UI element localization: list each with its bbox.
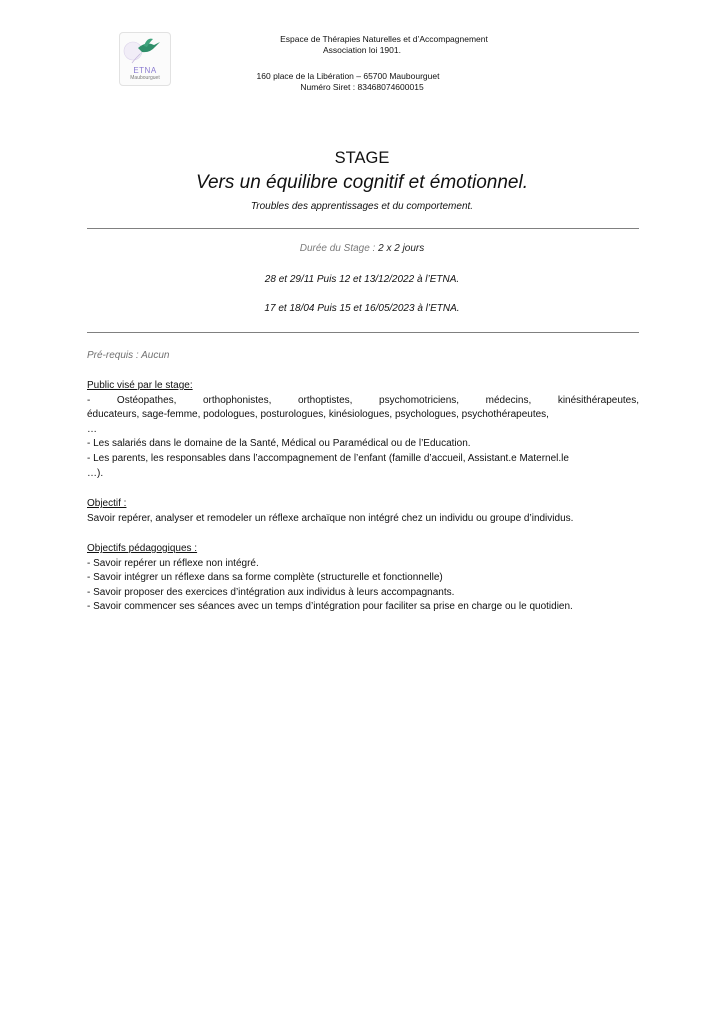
duration: [0, 243, 724, 254]
duration-value: 2 x 2 jours: [378, 243, 425, 254]
siret-number: Numéro Siret : 83468074600015: [300, 82, 424, 92]
list-item: - Savoir repérer un réflexe non intégré.: [87, 557, 259, 569]
association-type: Association loi 1901.: [323, 45, 401, 55]
logo-subtitle: Maubourguet: [130, 75, 160, 81]
list-item: - Savoir intégrer un réflexe dans sa forme complète (structurelle et fonctionnelle): [87, 572, 443, 584]
pedagogical-heading: Objectifs pédagogiques :: [87, 543, 198, 554]
list-item: - Savoir proposer des exercices d’intégration aux individus à leurs accompagnants.: [87, 586, 455, 598]
objective-heading: Objectif :: [87, 498, 127, 509]
page-title: Vers un équilibre cognitif et émotionnel.: [196, 172, 528, 193]
divider-top: [87, 228, 639, 229]
objective-section: [87, 497, 639, 526]
logo-name: ETNA: [133, 66, 157, 75]
address: 160 place de la Libération – 65700 Maubourguet: [256, 71, 440, 81]
audience-line: - Les parents, les responsables dans l’accompagnement de l’enfant (famille d’accueil, Assistant.e Maternel.le: [87, 452, 569, 464]
audience-line: - Ostéopathes, orthophonistes, orthoptistes, psychomotriciens, médecins, kinésithérapeutes,: [87, 394, 639, 406]
org-name: Espace de Thérapies Naturelles et d’Accompagnement: [280, 34, 488, 44]
divider-bottom: [87, 332, 639, 333]
list-item: - Savoir commencer ses séances avec un temps d’intégration pour faciliter sa prise en charge ou le quotidien.: [87, 601, 573, 613]
page-subtitle: Troubles des apprentissages et du comportement.: [250, 201, 474, 212]
audience-line: …).: [87, 467, 104, 479]
pedagogical-objectives-section: [87, 542, 639, 615]
stage-heading: STAGE: [334, 149, 390, 167]
objective-text: Savoir repérer, analyser et remodeler un réflexe archaïque non intégré chez un individu ou groupe d’individus.: [87, 512, 574, 524]
session-dates-2: 17 et 18/04 Puis 15 et 16/05/2023 à l’ETNA.: [264, 303, 460, 314]
audience-line: - Les salariés dans le domaine de la Santé, Médical ou Paramédical ou de l’Education.: [87, 438, 471, 450]
audience-line: …: [87, 423, 97, 435]
prerequisites: Pré-requis : Aucun: [87, 350, 170, 361]
session-dates-1: 28 et 29/11 Puis 12 et 13/12/2022 à l’ETNA.: [264, 274, 460, 285]
target-audience-section: [87, 379, 639, 481]
audience-line: éducateurs, sage-femme, podologues, posturologues, kinésiologues, psychologues, psychothérapeutes,: [87, 409, 549, 421]
duration-label: Durée du Stage :: [299, 243, 376, 254]
target-audience-heading: Public visé par le stage:: [87, 380, 193, 391]
